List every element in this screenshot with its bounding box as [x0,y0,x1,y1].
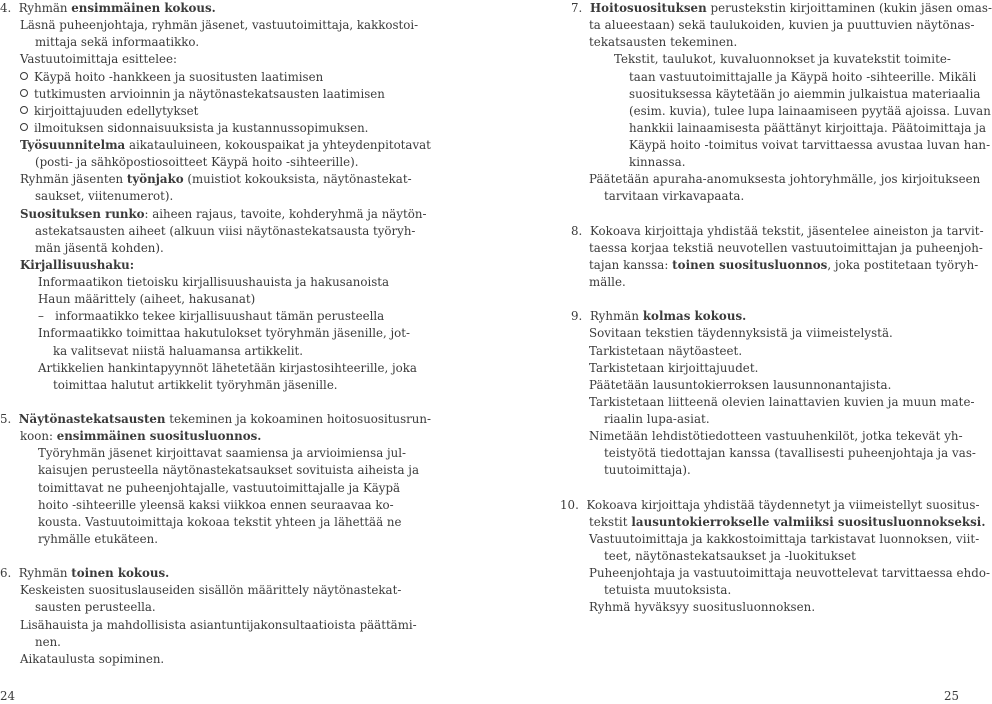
text-run: Läsnä puheenjohtaja, ryhmän jäsenet, vastuutoimittaja, kakkostoi- [20,18,419,32]
text-line [629,103,991,119]
circle-bullet-icon [20,89,28,97]
page-number-right: 25 [944,689,960,703]
text-run: mälle. [589,275,626,289]
text-line [614,51,951,67]
text-line [38,360,417,376]
text-line [589,394,975,410]
text-run: taessa korjaa tekstiä neuvotellen vastuutoimittajan ja puheenjoh- [589,241,983,255]
text-line [53,343,303,359]
circle-bullet-icon [20,106,28,114]
text-line [38,462,419,478]
text-line [20,103,198,119]
text-line [589,34,737,50]
text-line [20,86,385,102]
text-run: Tarkistetaan kirjoittajuudet. [589,361,759,375]
text-run: Keskeisten suosituslauseiden sisällön määrittely näytönastekat- [20,583,402,597]
text-line [53,377,338,393]
text-run: riaalin lupa-asiat. [604,412,710,426]
text-run: (posti- ja sähköpostiosoitteet Käypä hoito -sihteerille). [35,155,359,169]
bold-text: lausuntokierrokselle valmiiksi suositusluonnokseksi. [631,515,986,529]
text-run: Käypä hoito -hankkeen ja suositusten laatimisen [34,70,324,84]
text-run: teistyötä tiedottajan kanssa (tavallisesti puheenjohtaja ja vas- [604,446,976,460]
bold-text: kolmas kokous. [642,309,747,323]
text-line [571,308,746,324]
text-line [604,548,856,564]
text-line [35,223,415,239]
text-run: tutkimusten arvioinnin ja näytönastekatsausten laatimisen [34,87,385,101]
text-line [38,531,158,547]
bold-text: toinen suositusluonnos [672,258,828,272]
text-run: hoito -sihteerille yleensä kaksi viikkoa ennen seuraavaa ko- [38,498,394,512]
text-run: Vastuutoimittaja esittelee: [20,52,177,66]
text-line [589,171,980,187]
text-line [20,428,261,444]
text-run: kinnassa. [629,155,686,169]
text-run: ka valitsevat niistä haluamansa artikkelit. [53,344,304,358]
text-run: 7. [571,1,590,15]
text-run: 9. Ryhmän [571,309,643,323]
text-line [629,137,990,153]
text-run: kousta. Vastuutoimittaja kokoaa tekstit yhteen ja lähettää ne [38,515,402,529]
text-line [35,634,61,650]
text-run: män jäsentä kohden). [35,241,164,255]
text-run: Työryhmän jäsenet kirjoittavat saamiensa ja arvioimiensa jul- [38,446,407,460]
text-line [604,462,691,478]
text-line [0,565,169,581]
text-line [38,274,389,290]
text-line [20,171,412,187]
text-run: Haun määrittely (aiheet, hakusanat) [38,292,256,306]
text-line [589,257,978,273]
text-run: astekatsausten aiheet (alkuun viisi näytönastekatsausta työryh- [35,224,416,238]
text-run: tarvitaan virkavapaata. [604,189,745,203]
text-run: Nimetään lehdistötiedotteen vastuuhenkilöt, jotka tekevät yh- [589,429,963,443]
text-line [35,188,173,204]
text-run: tekeminen ja kokoaminen hoitosuositusrun- [165,412,431,426]
text-run: tetuista muutoksista. [604,583,732,597]
bold-text: Hoitosuosituksen [589,1,707,15]
text-line [38,480,400,496]
text-line [20,69,323,85]
text-run: Tarkistetaan liitteenä olevien lainattavien kuvien ja muun mate- [589,395,975,409]
text-run: Ryhmän jäsenten [20,172,127,186]
text-run: 10. Kokoava kirjoittaja yhdistää täydennetyt ja viimeistellyt suositus- [560,498,980,512]
text-line [0,0,216,16]
bold-text: Suosituksen runko [20,207,145,221]
text-line [20,582,401,598]
text-line [589,565,990,581]
text-line [604,188,744,204]
text-run: toimittavat ne puheenjohtajalle, vastuutoimittajalle ja Käypä [38,481,401,495]
text-line [589,360,758,376]
text-line [35,154,358,170]
text-run: Päätetään lausuntokierroksen lausunnonantajista. [589,378,892,392]
text-line [20,651,164,667]
right-page [560,0,992,704]
text-line [571,223,984,239]
bold-text: Kirjallisuushaku: [20,258,135,272]
text-run: Sovitaan tekstien täydennyksistä ja viimeistelystä. [589,326,893,340]
text-line [20,51,177,67]
text-line [20,257,134,273]
text-run: tajan kanssa: [589,258,673,272]
text-run: 8. Kokoava kirjoittaja yhdistää tekstit, jäsentelee aineiston ja tarvit- [571,224,984,238]
text-run: : aiheen rajaus, tavoite, kohderyhmä ja näytön- [144,207,427,221]
text-line [38,514,401,530]
text-run: sausten perusteella. [35,600,156,614]
text-line [589,343,742,359]
text-run: mittaja sekä informaatikko. [35,35,200,49]
text-run: saukset, viitenumerot). [35,189,174,203]
text-run: Informaatikko toimittaa hakutulokset työryhmän jäsenille, jot- [38,326,411,340]
text-line [38,308,384,324]
text-run: (muistiot kokouksista, näytönastekat- [183,172,412,186]
text-line [589,274,626,290]
text-line [38,497,394,513]
text-run: ta alueestaan) sekä taulukoiden, kuvien ja puuttuvien näytönas- [589,18,975,32]
text-run: 5. [0,412,19,426]
text-run: perustekstin kirjoittaminen (kukin jäsen omas- [706,1,992,15]
text-line [38,325,410,341]
text-run: Aikataulusta sopiminen. [20,652,165,666]
text-line [629,69,976,85]
text-run: hankkii lainaamisesta päättänyt kirjoittaja. Päätoimittaja ja [629,121,987,135]
text-line [20,17,418,33]
text-line [0,411,431,427]
text-run: tekatsausten tekeminen. [589,35,738,49]
text-line [35,599,156,615]
text-line [20,617,417,633]
text-run: ryhmälle etukäteen. [38,532,158,546]
bold-text: ensimmäinen suositusluonnos. [56,429,262,443]
text-line [35,240,164,256]
text-run: Artikkelien hankintapyynnöt lähetetään kirjastosihteerille, joka [38,361,417,375]
text-line [20,137,431,153]
text-line [604,411,710,427]
text-run: Tarkistetaan näytöasteet. [589,344,743,358]
text-run: Lisähauista ja mahdollisista asiantuntijakonsultaatioista päättämi- [20,618,417,632]
text-run: taan vastuutoimittajalle ja Käypä hoito -sihteerille. Mikäli [629,70,977,84]
text-run: nen. [35,635,61,649]
text-line [20,206,426,222]
text-run: Käypä hoito -toimitus voivat tarvittaessa avustaa luvan han- [629,138,991,152]
text-line [589,240,983,256]
bold-text: ensimmäinen kokous. [71,1,216,15]
text-line [629,154,686,170]
text-run: koon: [20,429,57,443]
text-line [560,497,980,513]
text-run: kirjoittajuuden edellytykset [34,104,199,118]
text-run: Päätetään apuraha-anomuksesta johtoryhmälle, jos kirjoitukseen [589,172,981,186]
text-run: toimittaa halutut artikkelit työryhmän jäsenille. [53,378,338,392]
text-line [629,120,986,136]
text-line [589,325,893,341]
text-run: Puheenjohtaja ja vastuutoimittaja neuvottelevat tarvittaessa ehdo- [589,566,991,580]
text-run: (esim. kuvia), tulee lupa lainaamiseen pyytää ajoissa. Luvan [629,104,991,118]
bold-text: työnjako [126,172,184,186]
bold-text: toinen kokous. [71,566,170,580]
circle-bullet-icon [20,72,28,80]
text-line [38,445,406,461]
text-line [589,377,891,393]
text-run: tekstit [589,515,632,529]
text-run: tuutoimittaja). [604,463,691,477]
text-line [589,599,815,615]
text-line [20,120,368,136]
text-run: aikatauluineen, kokouspaikat ja yhteydenpitotavat [125,138,431,152]
text-run: ilmoituksen sidonnaisuuksista ja kustannussopimuksen. [34,121,369,135]
text-run: Informaatikon tietoisku kirjallisuushauista ja hakusanoista [38,275,390,289]
left-page [0,0,431,704]
text-run: Vastuutoimittaja ja kakkostoimittaja tarkistavat luonnoksen, viit- [589,532,980,546]
text-line [571,0,992,16]
text-line [589,514,986,530]
text-run: 6. Ryhmän [0,566,72,580]
text-line [629,86,981,102]
text-run: Ryhmä hyväksyy suositusluonnoksen. [589,600,816,614]
page-number-left: 24 [0,689,16,703]
text-line [38,291,255,307]
text-line [604,582,731,598]
text-run: suosituksessa käytetään jo aiemmin julkaistua materiaalia [629,87,981,101]
text-run: teet, näytönastekatsaukset ja -luokitukset [604,549,856,563]
text-run: – informaatikko tekee kirjallisuushaut tämän perusteella [38,309,385,323]
circle-bullet-icon [20,123,28,131]
bold-text: Työsuunnitelma [20,138,126,152]
text-line [35,34,199,50]
text-line [604,445,976,461]
text-run: kaisujen perusteella näytönastekatsaukset sovituista aiheista ja [38,463,419,477]
bold-text: Näytönastekatsausten [18,412,166,426]
text-line [589,17,975,33]
text-run: , joka postitetaan työryh- [827,258,979,272]
text-line [589,531,979,547]
text-run: 4. Ryhmän [0,1,72,15]
text-line [589,428,963,444]
text-run: Tekstit, taulukot, kuvaluonnokset ja kuvatekstit toimite- [614,52,951,66]
